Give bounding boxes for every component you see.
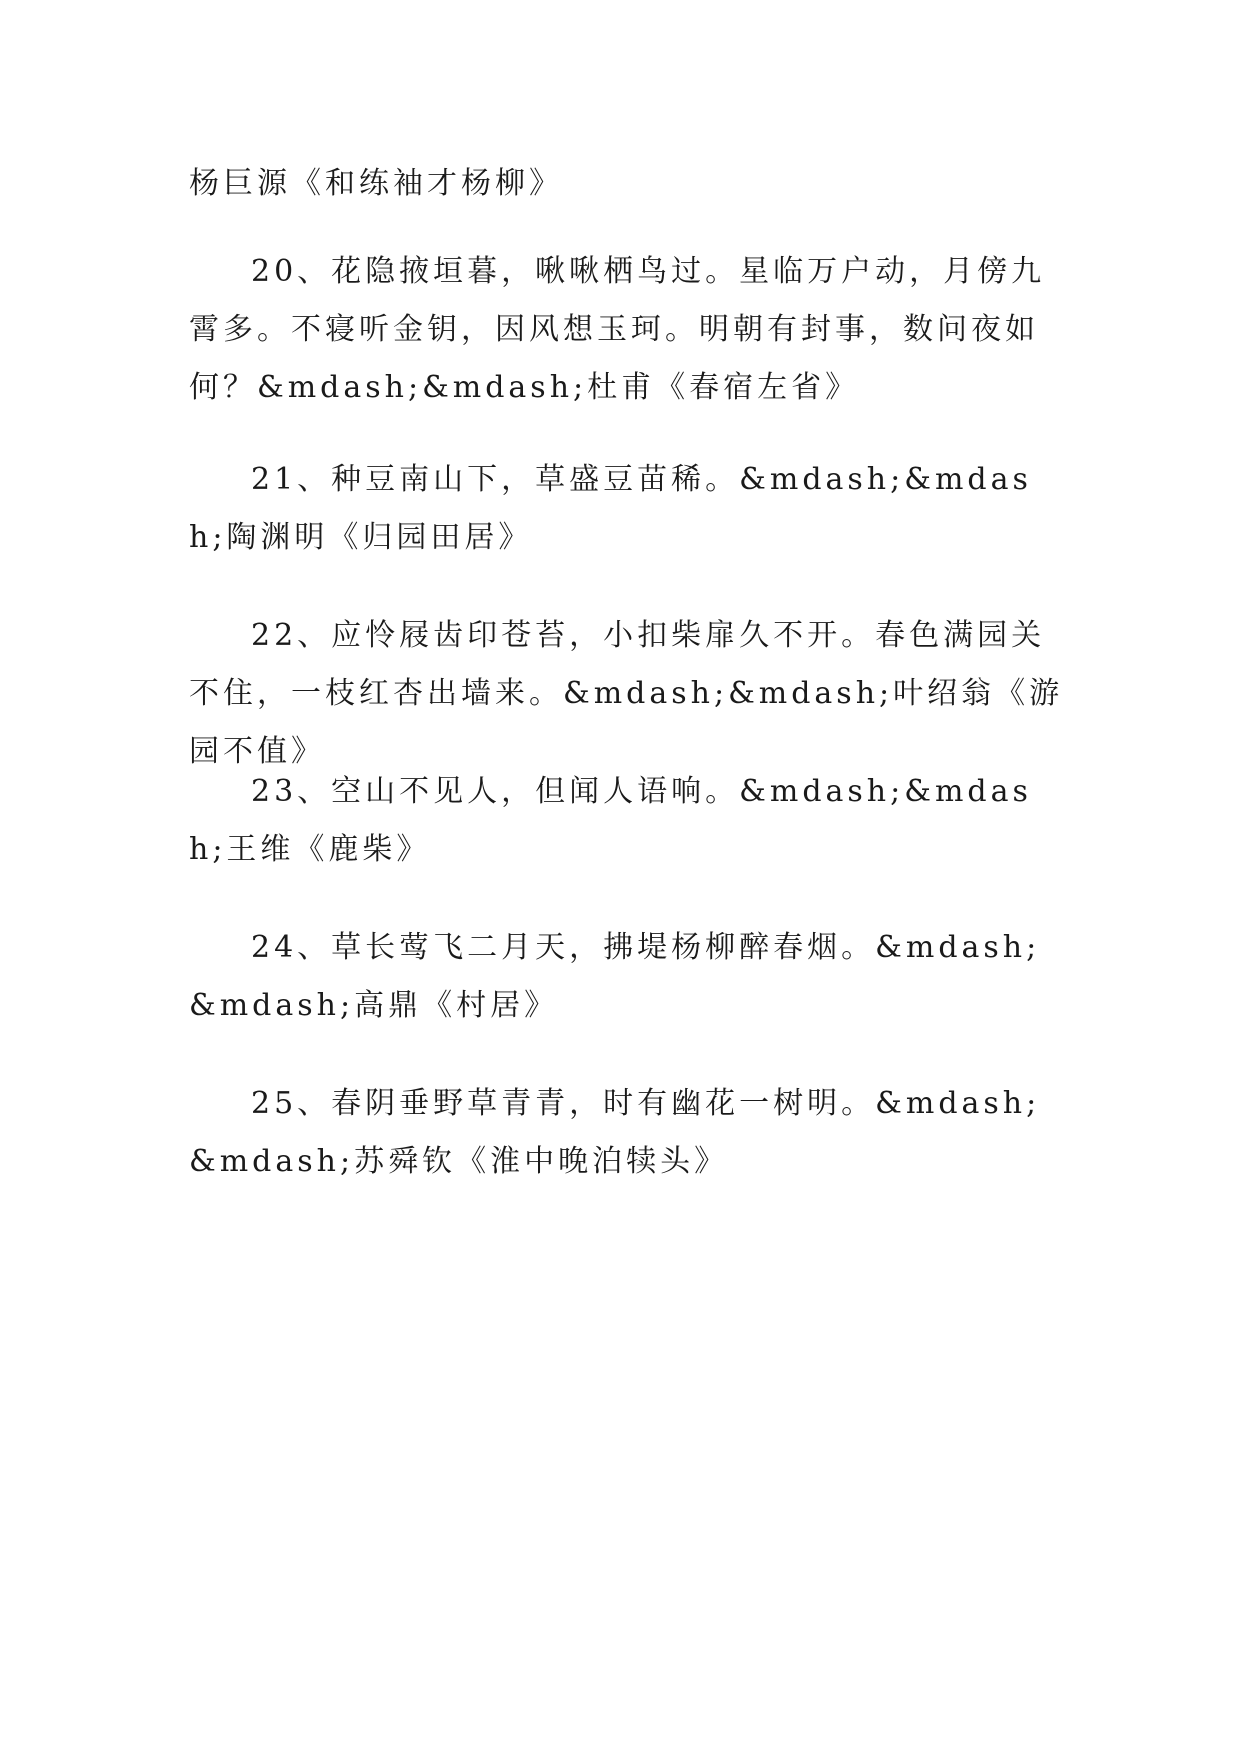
paragraph-continuation: 杨巨源《和练袖才杨柳》 [189,166,563,201]
paragraph-22: 22、应怜屐齿印苍苔，小扣柴扉久不开。春色满园关不住，一枝红杏出墙来。&mdash;&mdash;叶绍翁《游园不值》 [189,618,1064,769]
paragraph-24: 24、草长莺飞二月天，拂堤杨柳醉春烟。&mdash;&mdash;高鼎《村居》 [189,930,1041,1023]
paragraph-25: 25、春阴垂野草青青，时有幽花一树明。&mdash;&mdash;苏舜钦《淮中晚泊犊头》 [189,1086,1041,1179]
paragraph-21: 21、种豆南山下，草盛豆苗稀。&mdash;&mdash;陶渊明《归园田居》 [189,462,1032,555]
paragraph-23: 23、空山不见人，但闻人语响。&mdash;&mdash;王维《鹿柴》 [189,774,1032,867]
paragraph-20: 20、花隐掖垣暮，啾啾栖鸟过。星临万户动，月傍九霄多。不寝听金钥，因风想玉珂。明朝有封事，数问夜如何？&mdash;&mdash;杜甫《春宿左省》 [189,254,1046,405]
